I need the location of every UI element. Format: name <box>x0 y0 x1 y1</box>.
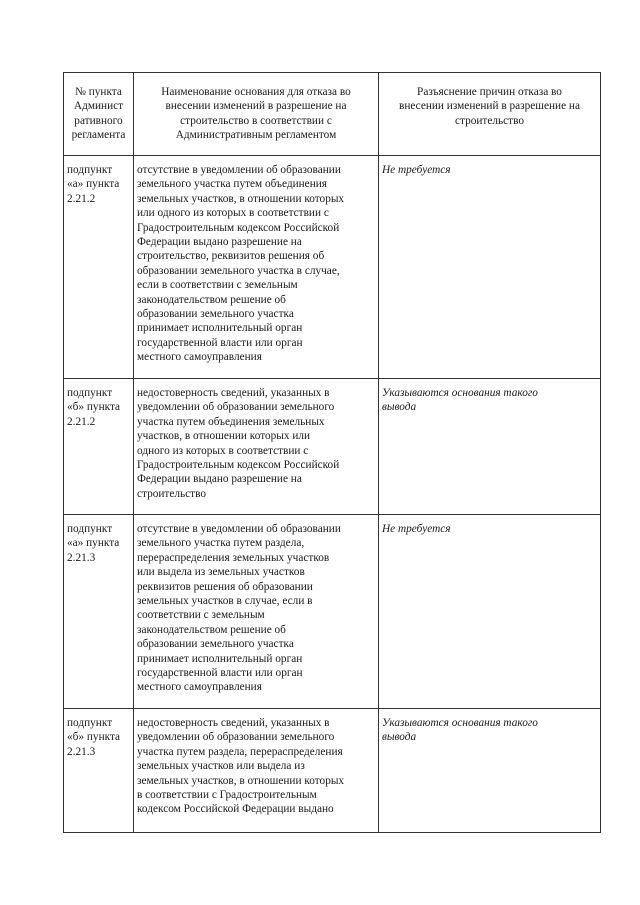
item-number-cell: подпункт «б» пункта 2.21.3 <box>64 709 134 833</box>
table-row <box>64 156 601 379</box>
refusal-basis-cell: отсутствие в уведомлении об образовании земельного участка путем раздела, перераспределения земельных участков или выдела из земельных участков реквизитов решения об образовании земельных участков в случае, если в соответствии с земельным законодательством решение об образовании земельного участка принимает исполнительный орган государственной власти или орган местного самоуправления <box>134 515 379 709</box>
refusal-grounds-table <box>63 72 601 833</box>
header-refusal-basis: Наименование основания для отказа во внесении изменений в разрешение на строительство в соответствии с Административным регламентом <box>134 73 379 156</box>
table-row <box>64 379 601 515</box>
refusal-explanation-cell: Указываются основания такого вывода <box>379 709 601 833</box>
header-refusal-explanation: Разъяснение причин отказа во внесении изменений в разрешение на строительство <box>379 73 601 156</box>
refusal-basis-cell: недостоверность сведений, указанных в уведомлении об образовании земельного участка путем раздела, перераспределения земельных участков или выдела из земельных участков, в отношении которых в соответствии с Градостроительным кодексом Российской Федерации выдано <box>134 709 379 833</box>
refusal-basis-cell: отсутствие в уведомлении об образовании земельного участка путем объединения земельных участков, в отношении которых или одного из которых в соответствии с Градостроительным кодексом Российской Федерации выдано разрешение на строительство, реквизитов решения об образовании земельного участка в случае, если в соответствии с земельным законодательством решение об образовании земельного участка принимает исполнительный орган государственной власти или орган местного самоуправления <box>134 156 379 379</box>
refusal-basis-cell: недостоверность сведений, указанных в уведомлении об образовании земельного участка путем объединения земельных участков, в отношении которых или одного из которых в соответствии с Градостроительным кодексом Российской Федерации выдано разрешение на строительство <box>134 379 379 515</box>
refusal-explanation-cell: Не требуется <box>379 156 601 379</box>
table-row <box>64 709 601 833</box>
refusal-explanation-cell: Не требуется <box>379 515 601 709</box>
table-row <box>64 515 601 709</box>
header-item-number: № пункта Админист ративного регламента <box>64 73 134 156</box>
table-header-row <box>64 73 601 156</box>
refusal-explanation-cell: Указываются основания такого вывода <box>379 379 601 515</box>
item-number-cell: подпункт «а» пункта 2.21.3 <box>64 515 134 709</box>
item-number-cell: подпункт «б» пункта 2.21.2 <box>64 379 134 515</box>
item-number-cell: подпункт «а» пункта 2.21.2 <box>64 156 134 379</box>
